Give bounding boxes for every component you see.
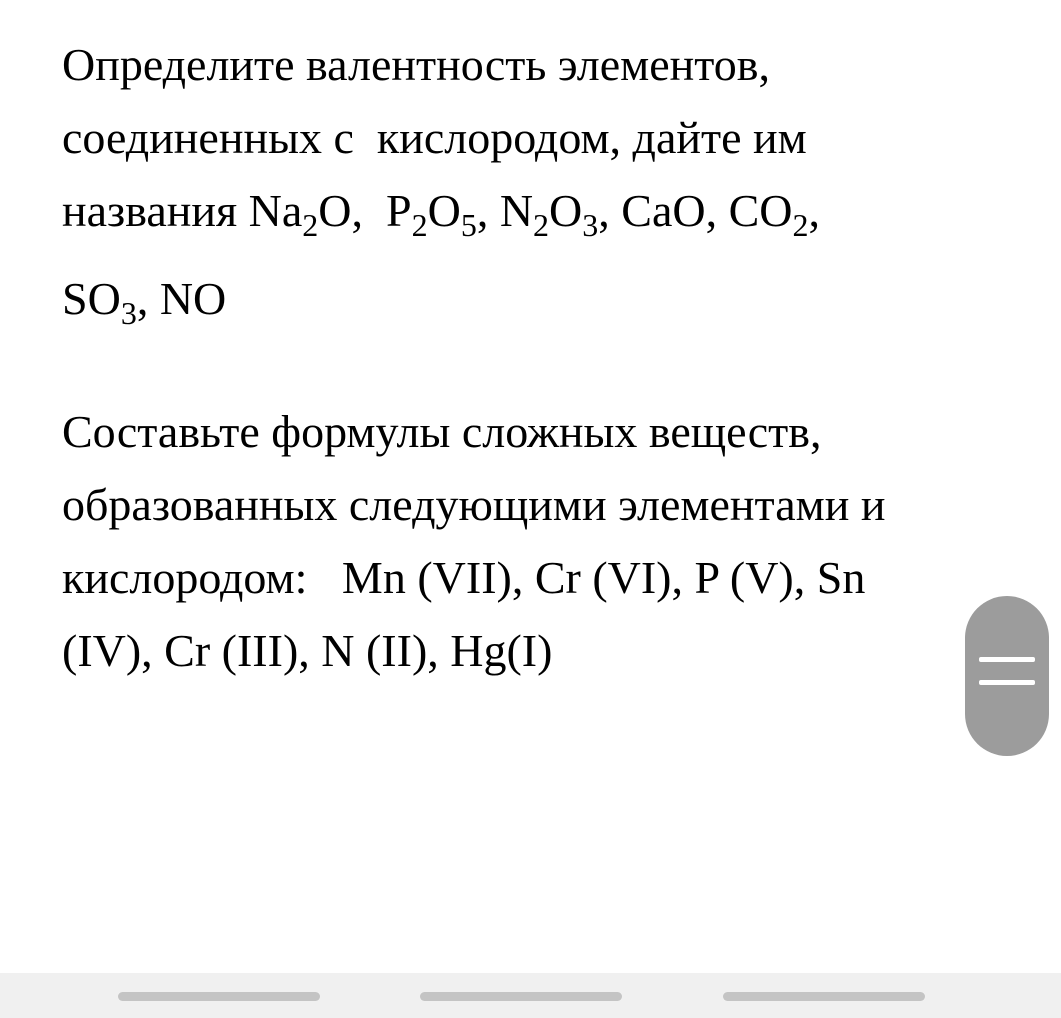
text-line <box>62 101 1002 174</box>
text-segment: названия Na <box>62 185 303 236</box>
text-line <box>62 468 1002 541</box>
text-segment: , CaO, CO <box>598 185 793 236</box>
task-1-paragraph <box>62 28 1002 350</box>
text-line <box>62 395 1002 468</box>
text-segment: SO <box>62 273 121 325</box>
text-line <box>62 262 1002 350</box>
subscript: 2 <box>533 207 550 244</box>
text-segment: кислородом: Mn (VII), Cr (VI), P (V), Sn <box>62 552 866 604</box>
text-segment: O <box>427 185 461 236</box>
task-2-paragraph <box>62 395 1002 687</box>
text-segment: O, P <box>318 185 412 236</box>
nav-segment-center[interactable] <box>420 992 622 1001</box>
text-segment: , N <box>476 185 534 236</box>
text-segment: Составьте формулы сложных веществ, <box>62 406 822 458</box>
subscript: 5 <box>460 207 477 244</box>
subscript: 2 <box>792 207 809 244</box>
nav-segment-left[interactable] <box>118 992 320 1001</box>
nav-segment-right[interactable] <box>723 992 925 1001</box>
document <box>62 28 1002 687</box>
text-line <box>62 614 1002 687</box>
drag-handle-icon <box>979 657 1035 662</box>
text-segment: соединенных с кислородом, дайте им <box>62 112 807 163</box>
bottom-nav-bar <box>0 973 1061 1018</box>
text-segment: образованных следующими элементами и <box>62 479 886 531</box>
subscript: 2 <box>411 207 428 244</box>
text-line <box>62 174 1002 262</box>
text-segment: Определите валентность элементов, <box>62 39 770 90</box>
text-line <box>62 28 1002 101</box>
subscript: 2 <box>302 207 319 244</box>
subscript: 3 <box>120 295 137 332</box>
subscript: 3 <box>582 207 599 244</box>
scroll-handle[interactable] <box>965 596 1049 756</box>
drag-handle-icon-lower <box>979 680 1035 685</box>
text-segment: , <box>808 185 821 236</box>
text-segment: (IV), Cr (III), N (II), Hg(I) <box>62 625 553 677</box>
text-segment: O <box>549 185 583 236</box>
text-line <box>62 541 1002 614</box>
text-segment: , NO <box>136 273 227 325</box>
